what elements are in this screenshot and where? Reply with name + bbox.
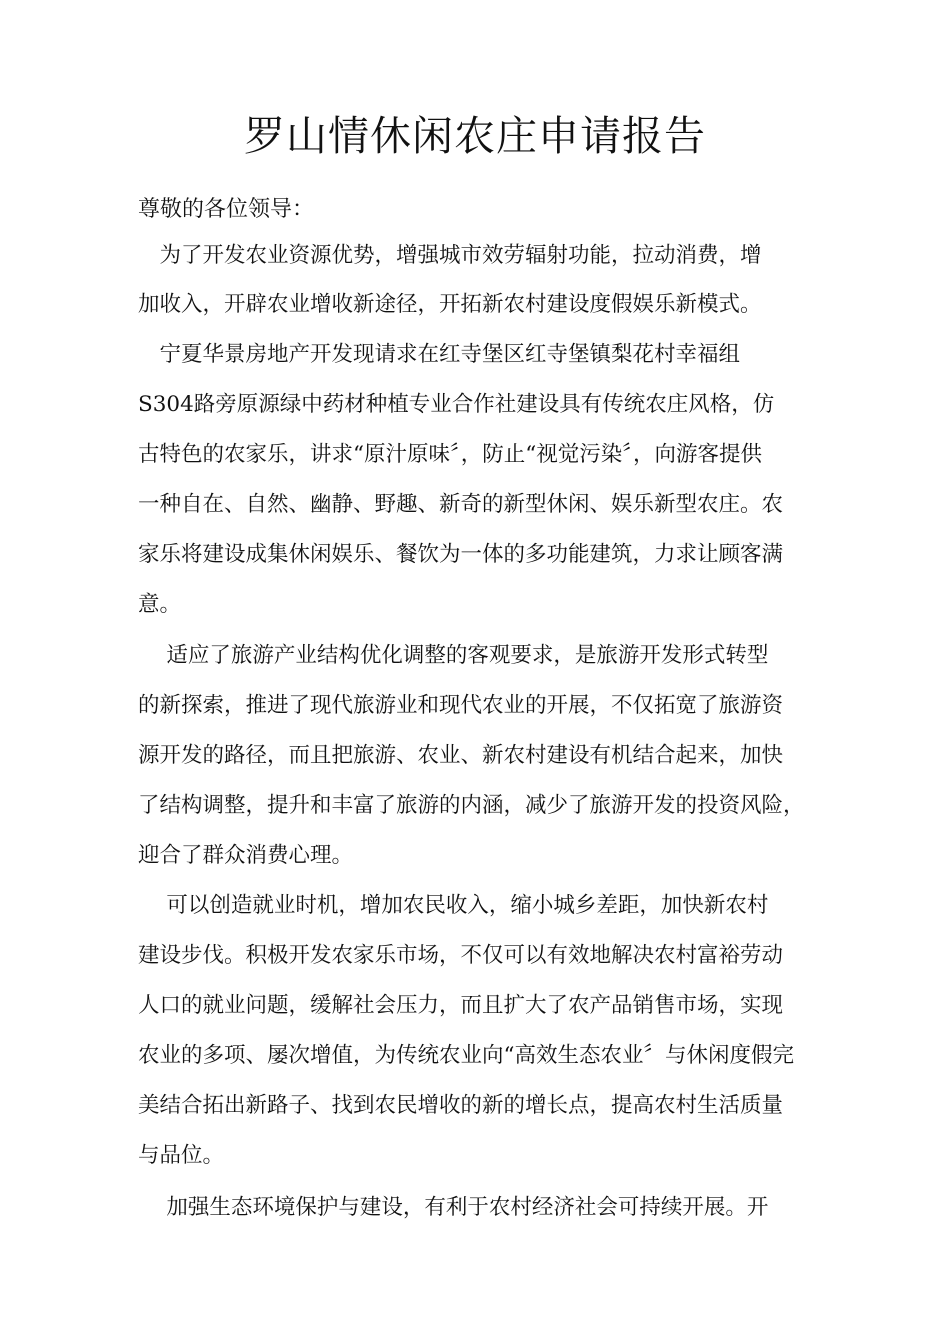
body-line: 为了开发农业资源优势，增强城市效劳辐射功能，拉动消费，增 xyxy=(138,243,762,268)
body-line: 的新探索，推进了现代旅游业和现代农业的开展，不仅拓宽了旅游资 xyxy=(138,693,784,718)
body-line: 古特色的农家乐，讲求“原汁原味〞，防止“视觉污染〞，向游客提供 xyxy=(138,442,762,467)
body-line: 源开发的路径，而且把旅游、农业、新农村建设有机结合起来，加快 xyxy=(138,743,784,768)
body-line: S304路旁原源绿中药材种植专业合作社建设具有传统农庄风格，仿 xyxy=(138,392,775,417)
body-line: 适应了旅游产业结构优化调整的客观要求，是旅游开发形式转型 xyxy=(138,643,769,668)
body-line: 加强生态环境保护与建设，有利于农村经济社会可持续开展。开 xyxy=(138,1195,769,1220)
body-line: 意。 xyxy=(138,592,182,617)
body-line: 人口的就业问题，缓解社会压力，而且扩大了农产品销售市场，实现 xyxy=(138,993,784,1018)
body-line: 了结构调整，提升和丰富了旅游的内涵，减少了旅游开发的投资风险， xyxy=(138,793,805,818)
document-title: 罗山情休闲农庄申请报告 xyxy=(244,112,706,160)
body-line: 与品位。 xyxy=(138,1143,225,1168)
body-line: 建设步伐。积极开发农家乐市场，不仅可以有效地解决农村富裕劳动 xyxy=(138,943,784,968)
body-line: 可以创造就业时机，增加农民收入，缩小城乡差距，加快新农村 xyxy=(138,893,769,918)
body-line: 家乐将建设成集休闲娱乐、餐饮为一体的多功能建筑，力求让顾客满 xyxy=(138,542,784,567)
body-line: 农业的多项、屡次增值，为传统农业向“高效生态农业〞与休闲度假完 xyxy=(138,1043,794,1068)
body-line: 加收入，开辟农业增收新途径，开拓新农村建设度假娱乐新模式。 xyxy=(138,292,762,317)
body-line: 迎合了群众消费心理。 xyxy=(138,843,354,868)
body-line: 宁夏华景房地产开发现请求在红寺堡区红寺堡镇梨花村幸福组 xyxy=(138,342,741,367)
body-line: 美结合拓出新路子、找到农民增收的新的增长点，提高农村生活质量 xyxy=(138,1093,784,1118)
greeting: 尊敬的各位领导： xyxy=(138,197,315,222)
body-line: 一种自在、自然、幽静、野趣、新奇的新型休闲、娱乐新型农庄。农 xyxy=(138,492,784,517)
